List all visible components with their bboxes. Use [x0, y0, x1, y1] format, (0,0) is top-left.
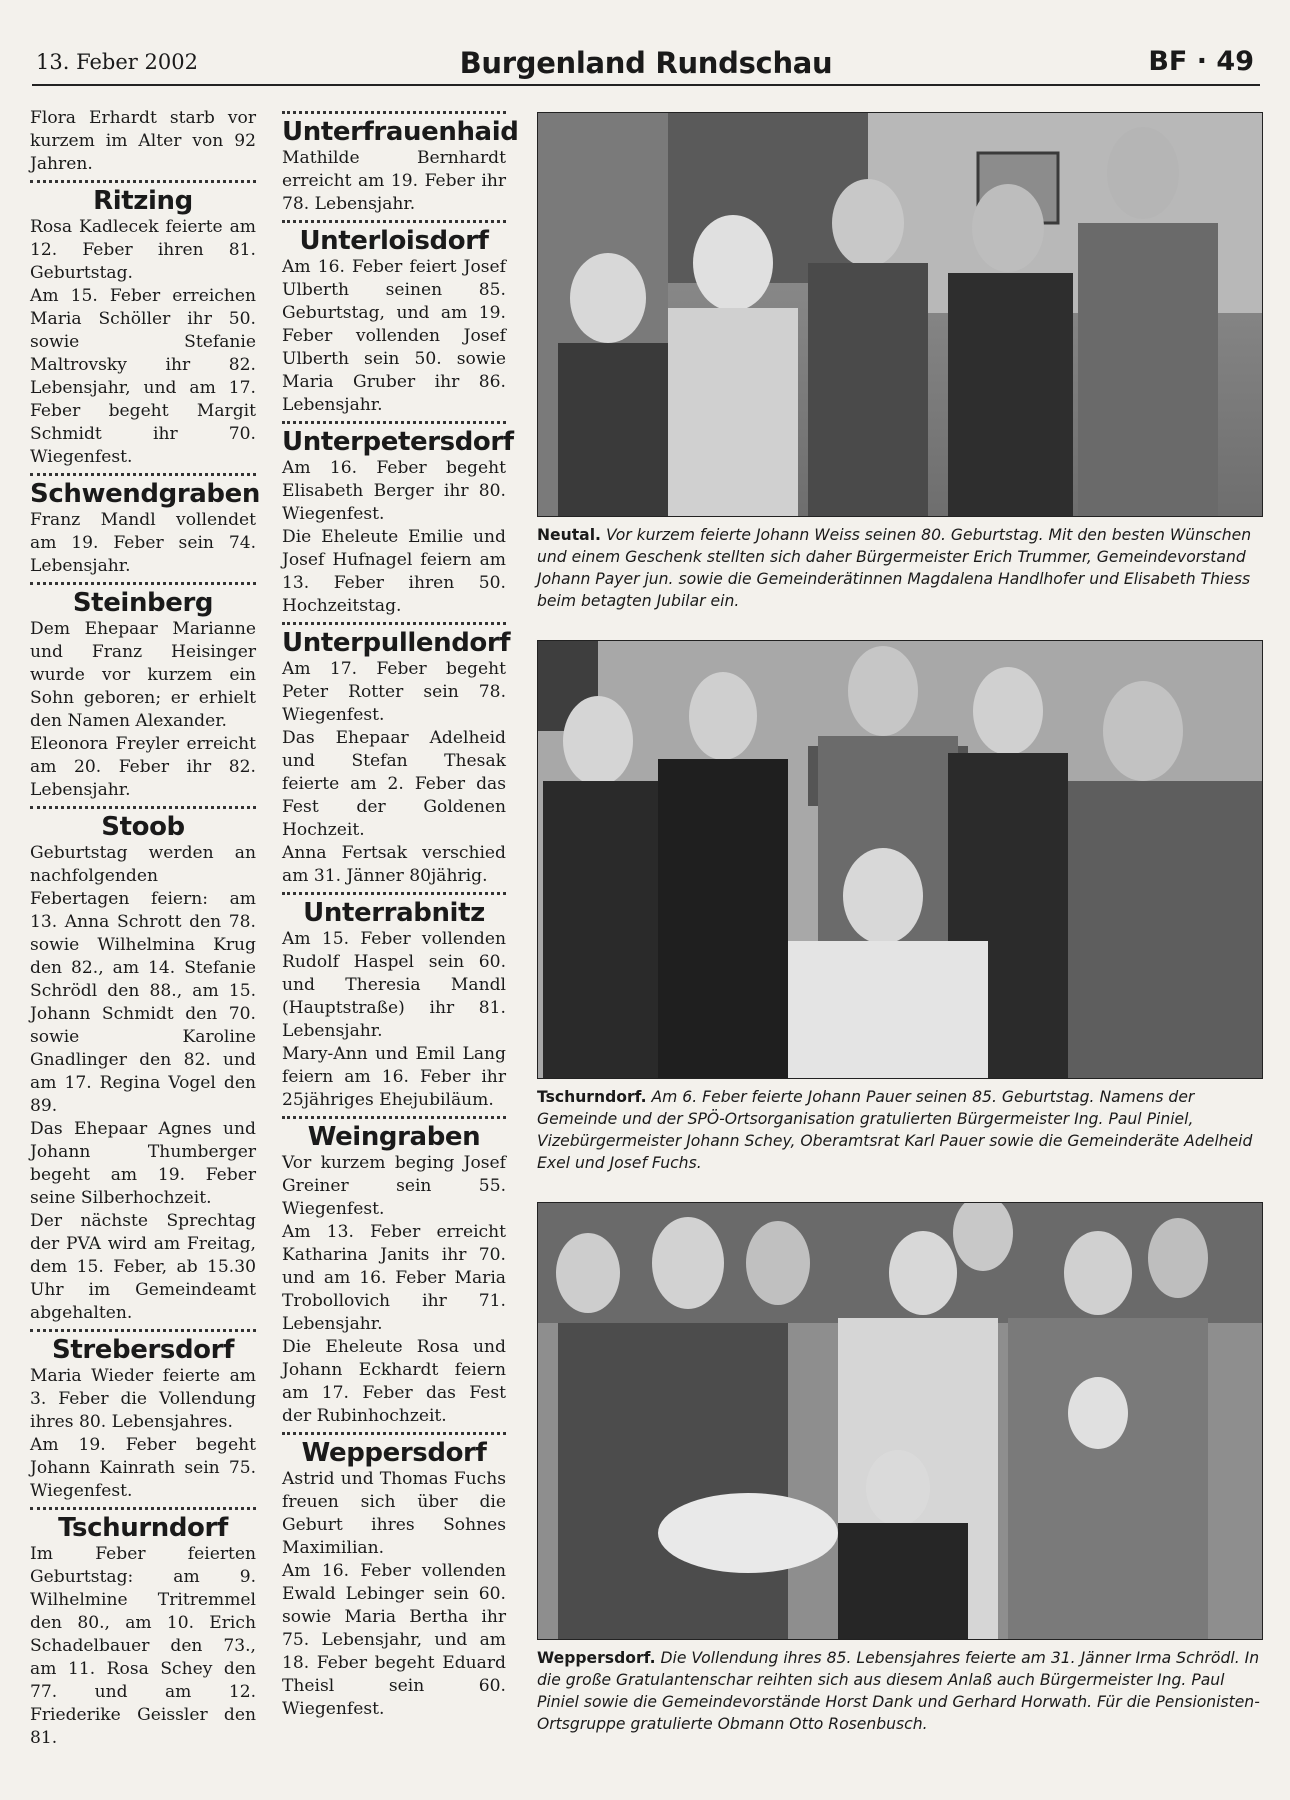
town-heading: Unterrabnitz: [303, 898, 485, 928]
news-paragraph: Anna Fertsak verschied am 31. Jänner 80jährig.: [282, 843, 506, 886]
news-paragraph: Maria Wieder feierte am 3. Feber die Vollendung ihres 80. Lebensjahres.: [30, 1366, 256, 1432]
photo-tschurndorf: [537, 640, 1263, 1079]
news-paragraph: Dem Ehepaar Marianne und Franz Heisinger wurde vor kurzem ein Sohn geboren; er erhielt den Namen Alexander.: [30, 619, 256, 731]
town-heading: Tschurndorf: [58, 1513, 228, 1543]
dotted-separator: [282, 1116, 506, 1119]
town-heading: Unterpetersdorf: [282, 427, 514, 457]
newspaper-title: Burgenland Rundschau: [459, 46, 833, 80]
news-paragraph: Am 16. Feber vollenden Ewald Lebinger sein 60. sowie Maria Bertha ihr 75. Lebensjahr, und am 18. Feber begeht Eduard Theisl sein 60. Wiegenfest.: [282, 1561, 506, 1719]
dotted-separator: [282, 220, 506, 223]
dotted-separator: [30, 180, 256, 183]
news-paragraph: Am 13. Feber erreicht Katharina Janits ihr 70. und am 16. Feber Maria Trobollovich ihr 71. Lebensjahr.: [282, 1222, 506, 1334]
town-heading: Stoob: [101, 812, 185, 842]
news-paragraph: Geburtstag werden an nachfolgenden Febertagen feiern: am 13. Anna Schrott den 78. sowie Wilhelmina Krug den 82., am 14. Stefanie Schrödl den 88., am 15. Johann Schmidt den 70. sowie Karoline Gnadlinger den 82. und am 17. Regina Vogel den 89.: [30, 843, 256, 1116]
dotted-separator: [30, 806, 256, 809]
news-paragraph: Mathilde Bernhardt erreicht am 19. Feber ihr 78. Lebensjahr.: [282, 148, 506, 214]
caption-text: Vor kurzem feierte Johann Weiss seinen 80. Geburtstag. Mit den besten Wünschen und einem Geschenk stellten sich daher Bürgermeister Erich Trummer, Gemeindevorstand Johann Payer jun. sowie die Gemeinderätinnen Magdalena Handlhofer und Elisabeth Thiess beim betagten Jubilar ein.: [537, 526, 1252, 610]
town-heading: Unterloisdorf: [299, 226, 489, 256]
news-paragraph: Rosa Kadlecek feierte am 12. Feber ihren 81. Geburtstag.: [30, 217, 256, 283]
article-column-1: [30, 107, 260, 1750]
news-paragraph: Im Feber feierten Geburtstag: am 9. Wilhelmine Tritremmel den 80., am 10. Erich Schadelbauer den 73., am 11. Rosa Schey den 77. und am 12. Friederike Geissler den 81.: [30, 1544, 256, 1748]
news-paragraph: Das Ehepaar Agnes und Johann Thumberger begeht am 19. Feber seine Silberhochzeit.: [30, 1119, 256, 1208]
photo-weppersdorf: [537, 1202, 1263, 1640]
masthead: [32, 44, 1260, 86]
news-paragraph: Am 19. Feber begeht Johann Kainrath sein 75. Wiegenfest.: [30, 1435, 256, 1501]
news-paragraph: Franz Mandl vollendet am 19. Feber sein 74. Lebensjahr.: [30, 510, 256, 576]
news-paragraph: Das Ehepaar Adelheid und Stefan Thesak feierte am 2. Feber das Fest der Goldenen Hochzeit.: [282, 728, 506, 840]
photo-caption-tschurndorf: [537, 1086, 1263, 1174]
town-heading: Weppersdorf: [301, 1438, 487, 1468]
caption-lead: Weppersdorf.: [537, 1649, 656, 1667]
town-heading: Unterpullendorf: [282, 628, 511, 658]
dotted-separator: [282, 111, 506, 114]
caption-text: Die Vollendung ihres 85. Lebensjahres feierte am 31. Jänner Irma Schrödl. In die große Gratulantenschar reihten sich aus diesem Anlaß auch Bürgermeister Ing. Paul Piniel sowie die Gemeindevorstände Horst Dank und Gerhard Horwath. Für die Pensionisten-Ortsgruppe gratulierte Obmann Otto Rosenbusch.: [537, 1649, 1260, 1733]
town-heading: Unterfrauenhaid: [282, 117, 519, 147]
photo-neutal: [537, 112, 1263, 517]
dotted-separator: [282, 421, 506, 424]
dotted-separator: [282, 892, 506, 895]
dotted-separator: [282, 622, 506, 625]
town-heading: Ritzing: [93, 186, 193, 216]
issue-date: 13. Feber 2002: [36, 50, 198, 74]
town-heading: Weingraben: [307, 1122, 481, 1152]
news-paragraph: Der nächste Sprechtag der PVA wird am Freitag, dem 15. Feber, ab 15.30 Uhr im Gemeindeamt abgehalten.: [30, 1211, 256, 1323]
article-column-2: [282, 107, 519, 1721]
dotted-separator: [30, 582, 256, 585]
caption-lead: Neutal.: [537, 526, 601, 544]
dotted-separator: [30, 1329, 256, 1332]
town-heading: Strebersdorf: [52, 1335, 234, 1365]
photo-caption-weppersdorf: [537, 1647, 1263, 1735]
dotted-separator: [30, 473, 256, 476]
photo-caption-neutal: [537, 524, 1263, 612]
news-paragraph: Am 16. Feber begeht Elisabeth Berger ihr 80. Wiegenfest.: [282, 458, 506, 524]
dotted-separator: [282, 1432, 506, 1435]
news-paragraph: Vor kurzem beging Josef Greiner sein 55. Wiegenfest.: [282, 1153, 506, 1219]
page-number: BF · 49: [1148, 46, 1254, 77]
caption-text: Am 6. Feber feierte Johann Pauer seinen 85. Geburtstag. Namens der Gemeinde und der SPÖ-Ortsorganisation gratulierten Bürgermeister Ing. Paul Piniel, Vizebürgermeister Johann Schey, Oberamtsrat Karl Pauer sowie die Gemeinderäte Adelheid Exel und Josef Fuchs.: [537, 1088, 1253, 1172]
news-paragraph: Am 16. Feber feiert Josef Ulberth seinen 85. Geburtstag, und am 19. Feber vollenden Josef Ulberth sein 50. sowie Maria Gruber ihr 86. Lebensjahr.: [282, 257, 506, 415]
news-paragraph: Mary-Ann und Emil Lang feiern am 16. Feber ihr 25jähriges Ehejubiläum.: [282, 1044, 506, 1110]
news-paragraph: Die Eheleute Emilie und Josef Hufnagel feiern am 13. Feber ihren 50. Hochzeitstag.: [282, 527, 506, 616]
news-paragraph: Am 17. Feber begeht Peter Rotter sein 78. Wiegenfest.: [282, 659, 506, 725]
town-heading: Schwendgraben: [30, 479, 260, 509]
town-heading: Steinberg: [72, 588, 214, 618]
news-paragraph: Astrid und Thomas Fuchs freuen sich über die Geburt ihres Sohnes Maximilian.: [282, 1469, 506, 1558]
news-paragraph: Die Eheleute Rosa und Johann Eckhardt feiern am 17. Feber das Fest der Rubinhochzeit.: [282, 1337, 506, 1426]
column-intro: Flora Erhardt starb vor kurzem im Alter von 92 Jahren.: [30, 108, 256, 174]
news-paragraph: Am 15. Feber erreichen Maria Schöller ihr 50. sowie Stefanie Maltrovsky ihr 82. Lebensjahr, und am 17. Feber begeht Margit Schmidt ihr 70. Wiegenfest.: [30, 286, 256, 467]
news-paragraph: Eleonora Freyler erreicht am 20. Feber ihr 82. Lebensjahr.: [30, 734, 256, 800]
dotted-separator: [30, 1507, 256, 1510]
caption-lead: Tschurndorf.: [537, 1088, 647, 1106]
news-paragraph: Am 15. Feber vollenden Rudolf Haspel sein 60. und Theresia Mandl (Hauptstraße) ihr 81. Lebensjahr.: [282, 929, 506, 1041]
